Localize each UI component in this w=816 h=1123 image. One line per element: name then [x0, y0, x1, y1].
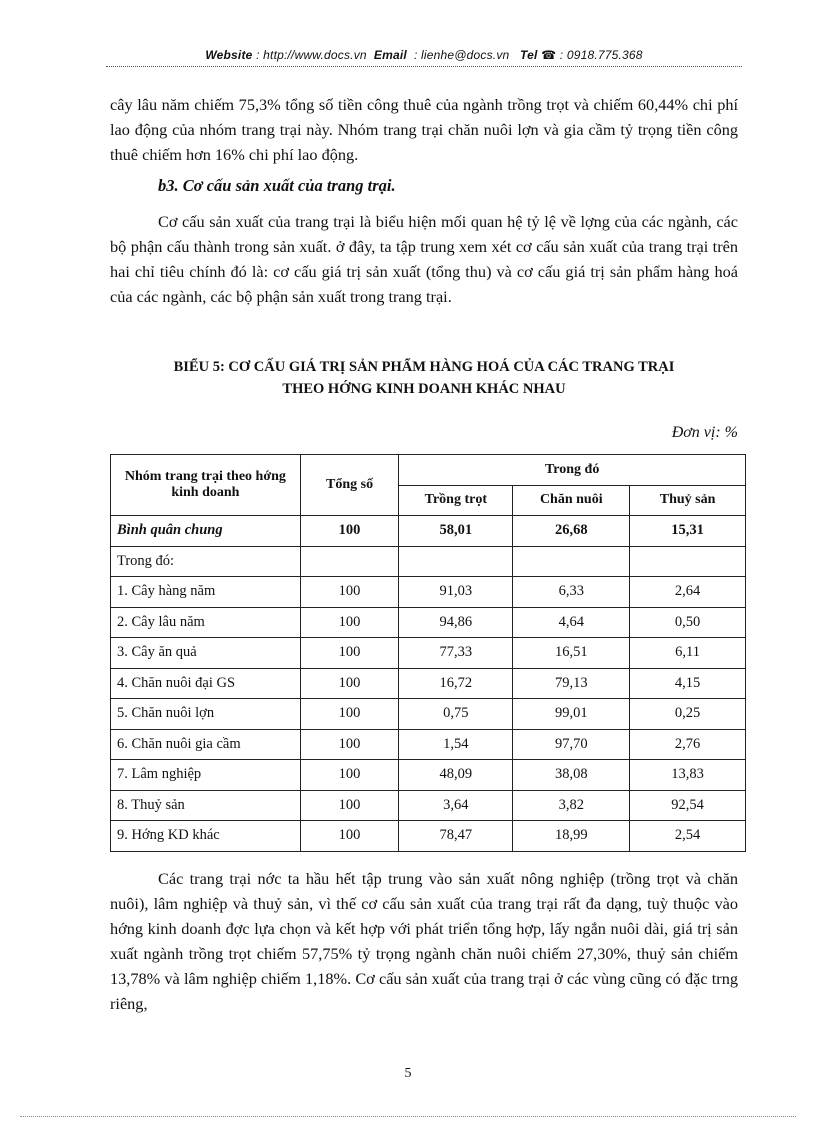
- cell-fishery: 92,54: [630, 790, 746, 821]
- table-row: [111, 760, 746, 791]
- tel-value: : 0918.775.368: [559, 48, 643, 62]
- website-value[interactable]: : http://www.docs.vn: [256, 48, 367, 62]
- table-row: [111, 729, 746, 760]
- cell-livestock: 6,33: [513, 577, 630, 608]
- paragraph-3: Các trang trại nớc ta hầu hết tập trung vào sản xuất nông nghiệp (trồng trọt và chăn nuôi), lâm nghiệp và thuỷ sản, vì thế cơ cấu sản xuất của trang trại rất đa dạng, tuỳ thuộc vào hớng kinh doanh đợc lựa chọn và kết hợp với phát triển tổng hợp, lấy ngắn nuôi dài, giá trị sản xuất ngành trồng trọt chiếm 57,75% tỷ trọng ngành chăn nuôi chiếm 27,30%, thuỷ sản chiếm 13,78% và lâm nghiệp chiếm 1,18%. Cơ cấu sản xuất của trang trại ở các vùng cũng có đặc trng riêng,: [110, 869, 738, 1013]
- cell-livestock: 18,99: [513, 821, 630, 852]
- cell-total: 100: [300, 638, 399, 669]
- header-divider: [106, 66, 742, 67]
- cell-crop: 3,64: [399, 790, 513, 821]
- cell-crop: 1,54: [399, 729, 513, 760]
- cell-crop: 0,75: [399, 699, 513, 730]
- cell-total: 100: [300, 760, 399, 791]
- cell-crop: 16,72: [399, 668, 513, 699]
- cell-crop: 58,01: [399, 516, 513, 547]
- cell-total: 100: [300, 577, 399, 608]
- cell-fishery: 13,83: [630, 760, 746, 791]
- header-total: Tổng số: [300, 455, 399, 516]
- footer-divider: [20, 1116, 796, 1117]
- cell-total: 100: [300, 729, 399, 760]
- cell-fishery: 4,15: [630, 668, 746, 699]
- cell-crop: 48,09: [399, 760, 513, 791]
- cell-livestock: 99,01: [513, 699, 630, 730]
- table-row: [111, 668, 746, 699]
- cell-fishery: 2,54: [630, 821, 746, 852]
- cell-crop: 78,47: [399, 821, 513, 852]
- header-livestock: Chăn nuôi: [513, 485, 630, 516]
- row-label: Trong đó:: [111, 546, 301, 577]
- cell-fishery: 6,11: [630, 638, 746, 669]
- table-row: [111, 821, 746, 852]
- cell-fishery: 15,31: [630, 516, 746, 547]
- cell-fishery: 0,50: [630, 607, 746, 638]
- row-label: Bình quân chung: [111, 516, 301, 547]
- cell-livestock: 3,82: [513, 790, 630, 821]
- cell-livestock: 16,51: [513, 638, 630, 669]
- email-label: Email: [373, 48, 407, 62]
- cell-fishery: 2,76: [630, 729, 746, 760]
- cell-crop: [399, 546, 513, 577]
- cell-livestock: 97,70: [513, 729, 630, 760]
- cell-fishery: 0,25: [630, 699, 746, 730]
- website-label: Website: [205, 48, 253, 62]
- row-label: 5. Chăn nuôi lợn: [111, 699, 301, 730]
- cell-fishery: 2,64: [630, 577, 746, 608]
- cell-livestock: 38,08: [513, 760, 630, 791]
- row-label: 3. Cây ăn quả: [111, 638, 301, 669]
- row-label: 7. Lâm nghiệp: [111, 760, 301, 791]
- cell-crop: 77,33: [399, 638, 513, 669]
- cell-total: 100: [300, 607, 399, 638]
- paragraph-1: cây lâu năm chiếm 75,3% tổng số tiền công thuê của ngành trồng trọt và chiếm 60,44% chi phí lao động của nhóm trang trại này. Nhóm trang trại chăn nuôi lợn và gia cầm tỷ trọng tiền công thuê chiếm hơn 16% chi phí lao động.: [110, 95, 738, 164]
- header-of-which: Trong đó: [399, 455, 746, 486]
- header-crop: Trồng trọt: [399, 485, 513, 516]
- table-row: [111, 607, 746, 638]
- row-label: 1. Cây hàng năm: [111, 577, 301, 608]
- table-row: [111, 577, 746, 608]
- cell-livestock: 26,68: [513, 516, 630, 547]
- row-label: 6. Chăn nuôi gia cầm: [111, 729, 301, 760]
- tel-label: Tel: [520, 48, 538, 62]
- cell-total: 100: [300, 699, 399, 730]
- unit-label: Đơn vị: %: [671, 424, 738, 441]
- page-number: 5: [404, 1066, 412, 1081]
- cell-livestock: 4,64: [513, 607, 630, 638]
- cell-fishery: [630, 546, 746, 577]
- cell-total: 100: [300, 790, 399, 821]
- row-label: 9. Hớng KD khác: [111, 821, 301, 852]
- table-row: [111, 638, 746, 669]
- row-label: 2. Cây lâu năm: [111, 607, 301, 638]
- phone-icon: ☎: [541, 48, 557, 62]
- cell-total: 100: [300, 668, 399, 699]
- row-label: 8. Thuỷ sản: [111, 790, 301, 821]
- header-group: Nhóm trang trại theo hớng kinh doanh: [111, 455, 301, 516]
- cell-total: 100: [300, 516, 399, 547]
- table-title-line-2: THEO HỚNG KINH DOANH KHÁC NHAU: [282, 381, 566, 397]
- header-fishery: Thuỷ sản: [630, 485, 746, 516]
- table-row-average: [111, 516, 746, 547]
- cell-livestock: [513, 546, 630, 577]
- table-row: [111, 790, 746, 821]
- table-row: [111, 699, 746, 730]
- table-row: [111, 546, 746, 577]
- cell-total: 100: [300, 821, 399, 852]
- section-subheading: b3. Cơ cấu sản xuất của trang trại.: [158, 176, 396, 195]
- row-label: 4. Chăn nuôi đại GS: [111, 668, 301, 699]
- cell-crop: 94,86: [399, 607, 513, 638]
- cell-livestock: 79,13: [513, 668, 630, 699]
- cell-crop: 91,03: [399, 577, 513, 608]
- data-table: [110, 454, 746, 852]
- table-title: [110, 356, 738, 400]
- cell-total: [300, 546, 399, 577]
- paragraph-2: Cơ cấu sản xuất của trang trại là biểu hiện mối quan hệ tỷ lệ về lợng của các ngành, các bộ phận cấu thành trong sản xuất. ở đây, ta tập trung xem xét cơ cấu sản xuất của trang trại trên hai chỉ tiêu chính đó là: cơ cấu giá trị sản xuất (tổng thu) và cơ cấu giá trị sản phẩm hàng hoá của các ngành, các bộ phận sản xuất trong trang trại.: [110, 212, 738, 306]
- page-header: [106, 48, 742, 62]
- table-title-line-1: BIỂU 5: CƠ CẤU GIÁ TRỊ SẢN PHẨM HÀNG HOÁ CỦA CÁC TRANG TRẠI: [173, 359, 675, 375]
- email-value[interactable]: : lienhe@docs.vn: [413, 48, 510, 62]
